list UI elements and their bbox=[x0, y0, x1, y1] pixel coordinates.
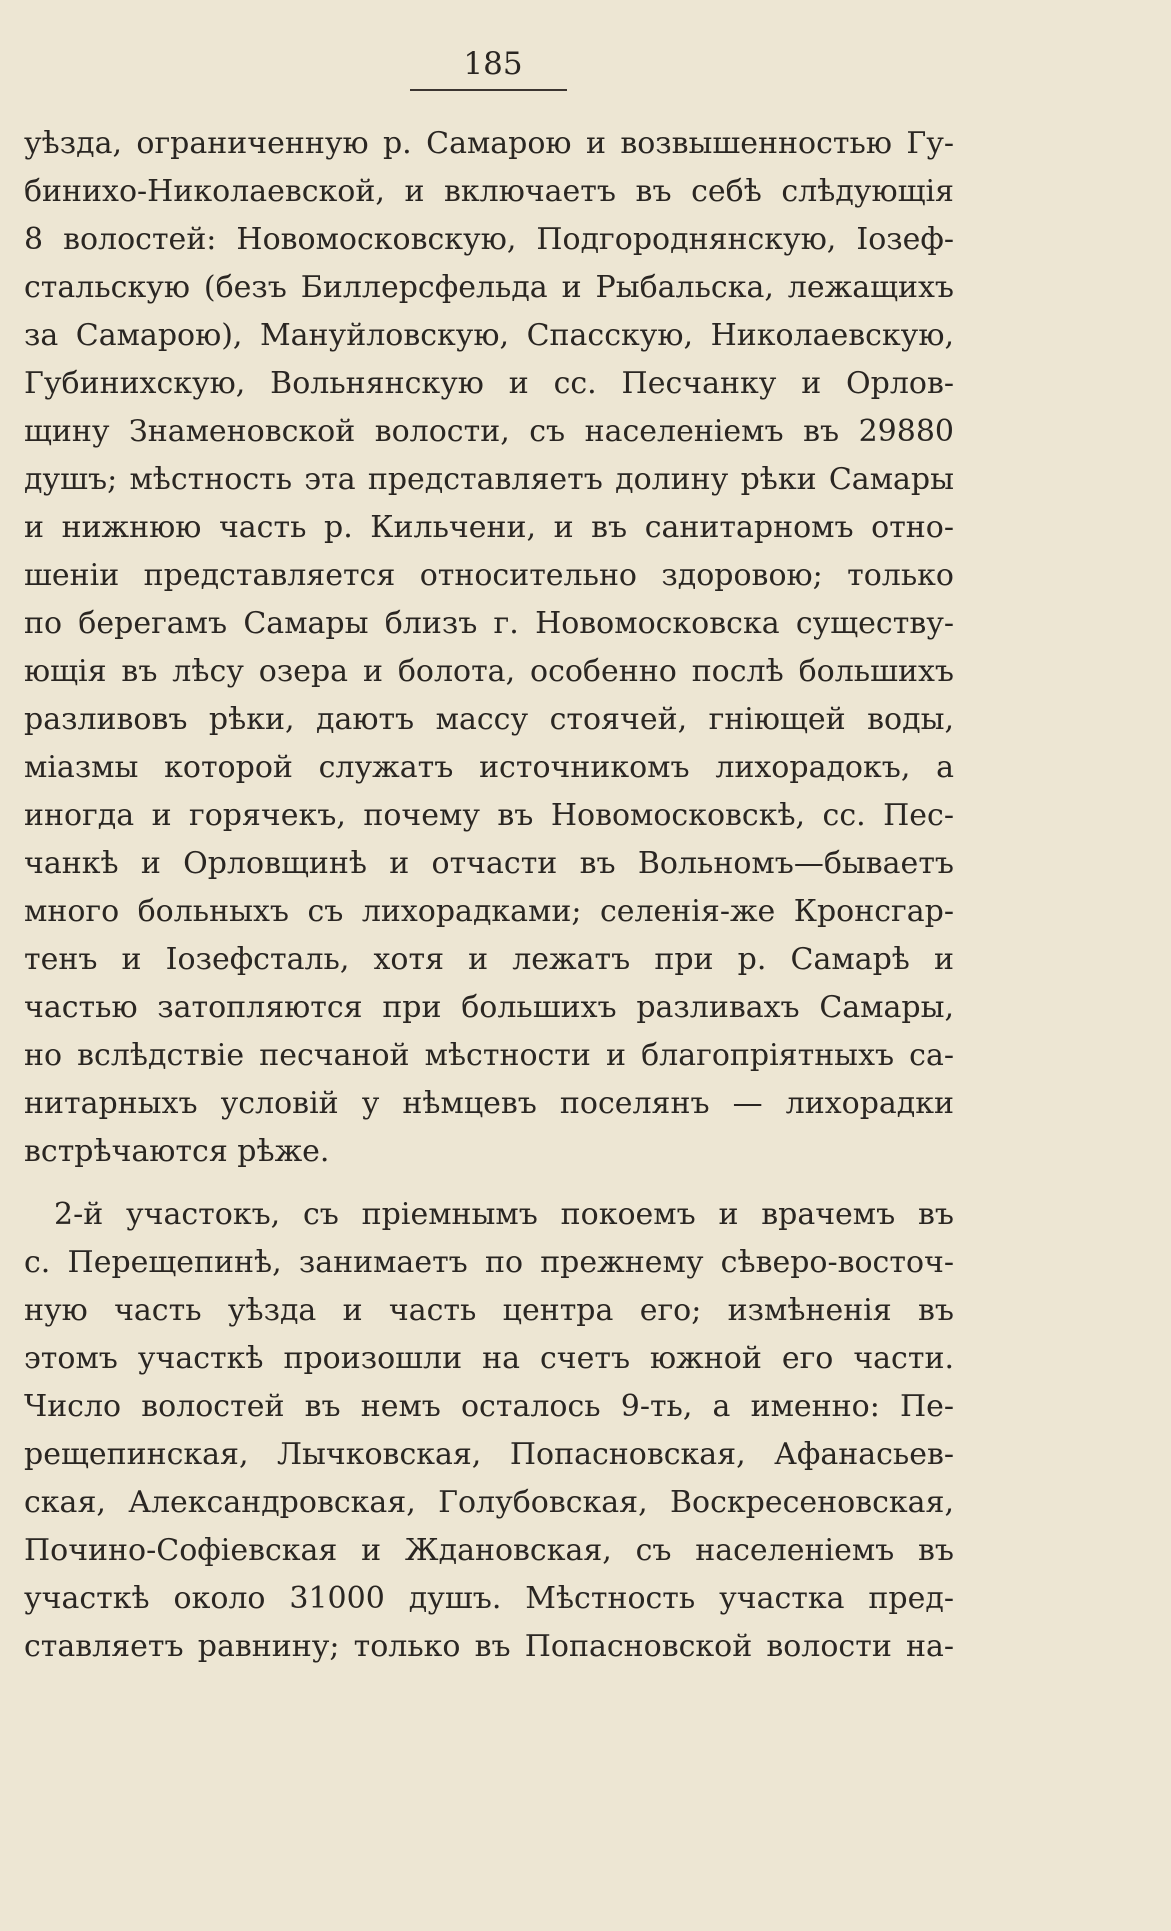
text-line: ставляетъ равнину; только въ Попасновской волости на- bbox=[24, 1629, 954, 1664]
text-line: душъ; мѣстность эта представляетъ долину рѣки Самары bbox=[24, 462, 954, 497]
text-line: Число волостей въ немъ осталось 9-ть, а именно: Пе- bbox=[24, 1389, 954, 1424]
text-line: чанкѣ и Орловщинѣ и отчасти въ Вольномъ—бываетъ bbox=[24, 846, 954, 881]
text-line: за Самарою), Мануйловскую, Спасскую, Николаевскую, bbox=[24, 318, 954, 353]
text-line: стальскую (безъ Биллерсфельда и Рыбальска, лежащихъ bbox=[24, 270, 954, 305]
text-line: тенъ и Іозефсталь, хотя и лежатъ при р. Самарѣ и bbox=[24, 942, 954, 977]
text-line: ную часть уѣзда и часть центра его; измѣненія въ bbox=[24, 1293, 954, 1328]
text-line: много больныхъ съ лихорадками; селенія-же Кронсгар- bbox=[24, 894, 954, 929]
text-line: частью затопляются при большихъ разливахъ Самары, bbox=[24, 990, 954, 1025]
text-line: ющія въ лѣсу озера и болота, особенно послѣ большихъ bbox=[24, 654, 954, 689]
text-line: участкѣ около 31000 душъ. Мѣстность участка пред- bbox=[24, 1581, 954, 1616]
text-line: но вслѣдствіе песчаной мѣстности и благопріятныхъ са- bbox=[24, 1038, 954, 1073]
paragraph-1 bbox=[24, 120, 954, 1176]
text-line: Губинихскую, Вольнянскую и сс. Песчанку и Орлов- bbox=[24, 366, 954, 401]
text-line: иногда и горячекъ, почему въ Новомосковскѣ, сс. Пес- bbox=[24, 798, 954, 833]
text-line: 8 волостей: Новомосковскую, Подгороднянскую, Іозеф- bbox=[24, 222, 954, 257]
text-line: Почино-Софіевская и Ждановская, съ населеніемъ въ bbox=[24, 1533, 954, 1568]
text-line: этомъ участкѣ произошли на счетъ южной его части. bbox=[24, 1341, 954, 1376]
body-text bbox=[24, 120, 954, 1671]
text-line: 2-й участокъ, съ пріемнымъ покоемъ и врачемъ въ bbox=[54, 1197, 954, 1232]
text-line: шеніи представляется относительно здоровою; только bbox=[24, 558, 954, 593]
text-line: по берегамъ Самары близъ г. Новомосковска существу- bbox=[24, 606, 954, 641]
text-line: уѣзда, ограниченную р. Самарою и возвышенностью Гу- bbox=[24, 126, 954, 161]
text-line: нитарныхъ условій у нѣмцевъ поселянъ — лихорадки bbox=[24, 1086, 954, 1121]
text-line: бинихо-Николаевской, и включаетъ въ себѣ слѣдующія bbox=[24, 174, 954, 209]
text-line: щину Знаменовской волости, съ населеніемъ въ 29880 bbox=[24, 414, 954, 449]
text-line: разливовъ рѣки, даютъ массу стоячей, гніющей воды, bbox=[24, 702, 954, 737]
paragraph-gap bbox=[24, 1176, 954, 1191]
page-number-rule bbox=[410, 89, 567, 91]
text-line: міазмы которой служатъ источникомъ лихорадокъ, а bbox=[24, 750, 954, 785]
page-number: 185 bbox=[463, 46, 523, 82]
text-line: и нижнюю часть р. Кильчени, и въ санитарномъ отно- bbox=[24, 510, 954, 545]
paragraph-2 bbox=[24, 1191, 954, 1671]
text-line: встрѣчаются рѣже. bbox=[24, 1134, 330, 1169]
text-line: рещепинская, Лычковская, Попасновская, Афанасьев- bbox=[24, 1437, 954, 1472]
text-line: с. Перещепинѣ, занимаетъ по прежнему сѣверо-восточ- bbox=[24, 1245, 954, 1280]
text-line: ская, Александровская, Голубовская, Воскресеновская, bbox=[24, 1485, 954, 1520]
